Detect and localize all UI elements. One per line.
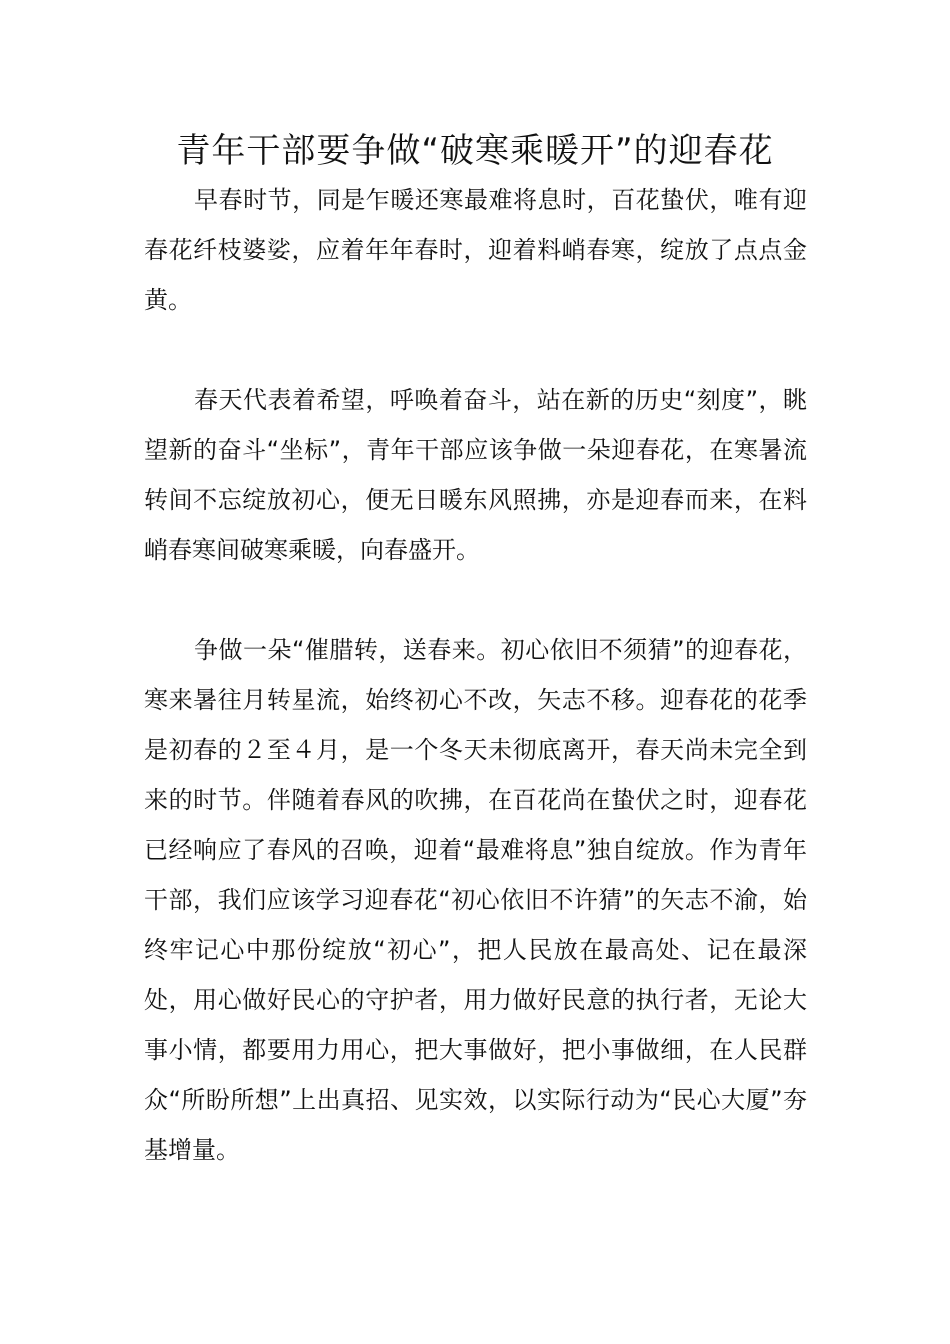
paragraph-spacer	[144, 325, 807, 375]
paragraph-spacer	[144, 575, 807, 625]
document-body	[144, 175, 807, 1175]
document-title: 青年干部要争做“破寒乘暖开”的迎春花	[176, 131, 774, 171]
paragraph-1: 早春时节，同是乍暖还寒最难将息时，百花蛰伏，唯有迎春花纤枝婆娑，应着年年春时，迎着料峭春寒，绽放了点点金黄。	[144, 186, 807, 314]
paragraph-3: 争做一朵“催腊转，送春来。初心依旧不须猜”的迎春花，寒来暑往月转星流，始终初心不改，矢志不移。迎春花的花季是初春的２至４月，是一个冬天未彻底离开，春天尚未完全到来的时节。伴随着春风的吹拂，在百花尚在蛰伏之时，迎春花已经响应了春风的召唤，迎着“最难将息”独自绽放。作为青年干部，我们应该学习迎春花“初心依旧不许猜”的矢志不渝，始终牢记心中那份绽放“初心”，把人民放在最高处、记在最深处，用心做好民心的守护者，用力做好民意的执行者，无论大事小情，都要用力用心，把大事做好，把小事做细，在人民群众“所盼所想”上出真招、见实效，以实际行动为“民心大厦”夯基增量。	[144, 636, 807, 1164]
paragraph-2: 春天代表着希望，呼唤着奋斗，站在新的历史“刻度”，眺望新的奋斗“坐标”，青年干部应该争做一朵迎春花，在寒暑流转间不忘绽放初心，便无日暖东风照拂，亦是迎春而来，在料峭春寒间破寒乘暖，向春盛开。	[144, 386, 807, 564]
